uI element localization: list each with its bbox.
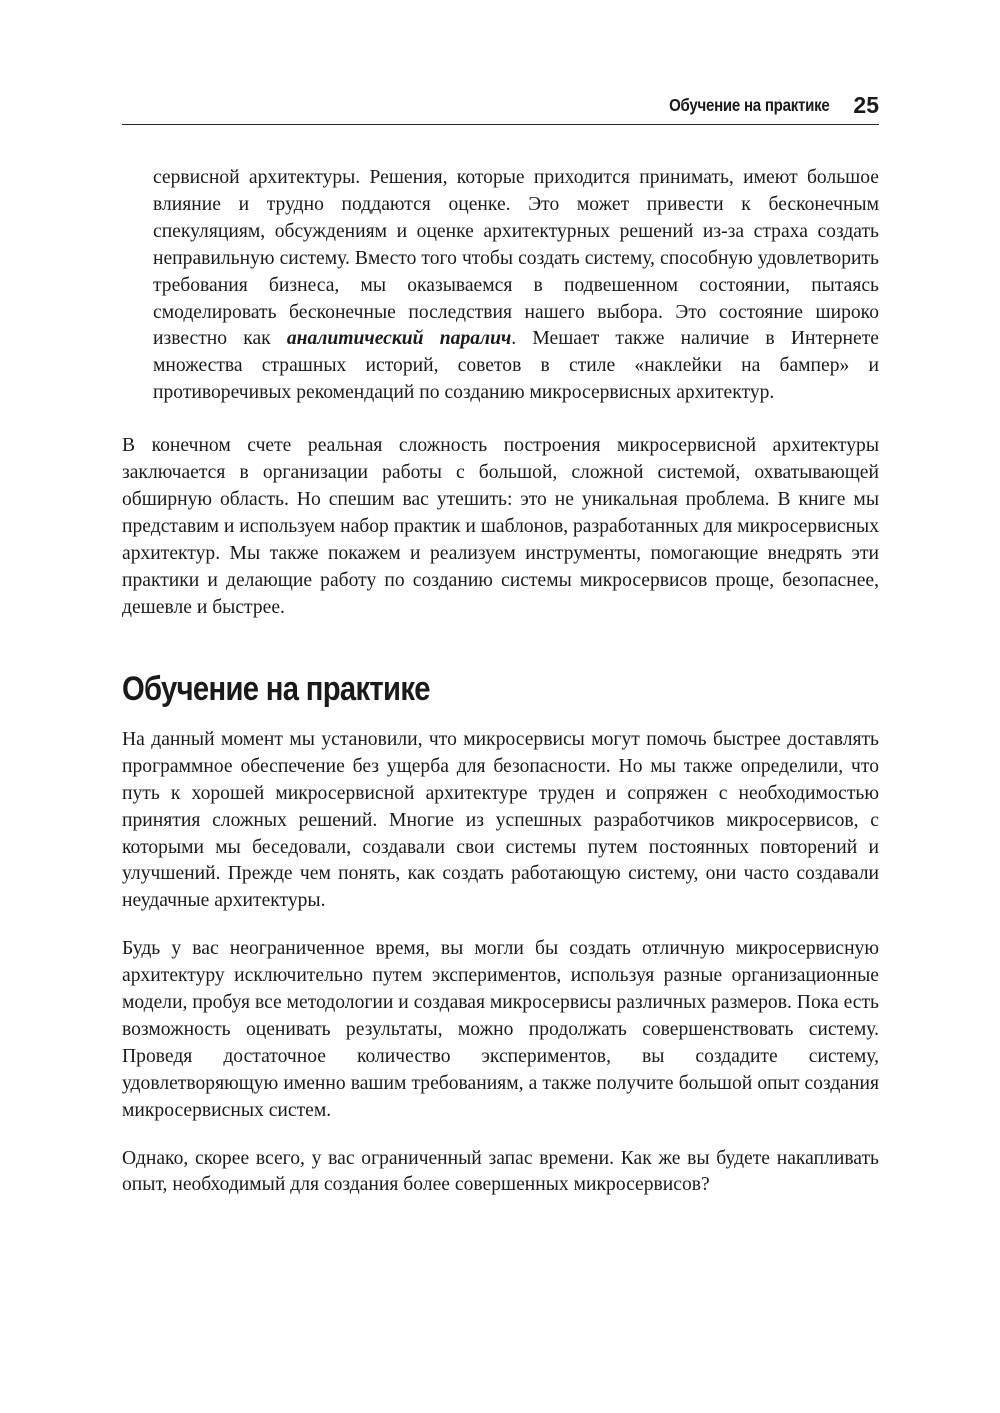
section-paragraph-1: На данный момент мы установили, что микросервисы могут помочь быстрее доставлять программное обеспечение без ущерба для безопасности. Но мы также определили, что путь к хорошей микросервисной архитектуре труден и сопряжен с необходимостью принятия сложных решений. Многие из успешных разработчиков микросервисов, с которыми мы беседовали, создавали свои системы путем постоянных повторений и улучшений. Прежде чем понять, как создать работающую систему, они часто создавали неудачные архитектуры. <box>122 728 879 912</box>
section-heading: Обучение на практике <box>122 669 430 708</box>
body-paragraph: В конечном счете реальная сложность построения микросервисной архитектуры заключается в организации работы с большой, сложной системой, охватывающей обширную область. Но спешим вас утешить: это не уникальная проблема. В книге мы представим и используем набор практик и шаблонов, разработанных для микросервисных архитектур. Мы также покажем и реализуем инструменты, помогающие внедрять эти практики и делающие работу по созданию системы микросервисов проще, безопаснее, дешевле и быстрее. <box>122 435 880 618</box>
page-number: 25 <box>853 91 879 118</box>
section-paragraph-2: Будь у вас неограниченное время, вы могли бы создать отличную микросервисную архитектуру исключительно путем экспериментов, используя разные организационные модели, пробуя все методологии и создавая микросервисы различных размеров. Пока есть возможность оценивать результаты, можно продолжать совершенствовать систему. Проведя достаточное количество экспериментов, вы создадите систему, удовлетворяющую именно вашим требованиям, а также получите большой опыт создания микросервисных систем. <box>122 938 879 1121</box>
indented-text-before-term: сервисной архитектуры. Решения, которые приходится принимать, имеют большое влияние и трудно поддаются оценке. Это может привести к бесконечным спекуляциям, обсуждениям и оценке архитектурных решений из-за страха создать неправильную систему. Вместо того чтобы создать систему, способную удовлетворить требования бизнеса, мы оказываемся в подвешенном состоянии, пытаясь смоделировать бесконечные последствия нашего выбора. Это состояние широко известно как <box>153 167 879 350</box>
term-analysis-paralysis: аналитический паралич <box>286 328 512 350</box>
section-paragraph-3: Однако, скорее всего, у вас ограниченный запас времени. Как же вы будете накапливать опыт, необходимый для создания более совершенных микросервисов? <box>122 1147 879 1196</box>
indented-paragraph <box>153 165 879 407</box>
running-title: Обучение на практике <box>669 94 830 115</box>
running-header <box>122 86 879 125</box>
page-content <box>122 165 879 1220</box>
indented-text-after-term: . Мешает также наличие в Интернете множества страшных историй, советов в стиле «наклейки на бампер» и противоречивых рекомендаций по созданию микросервисных архитектур. <box>153 328 879 404</box>
